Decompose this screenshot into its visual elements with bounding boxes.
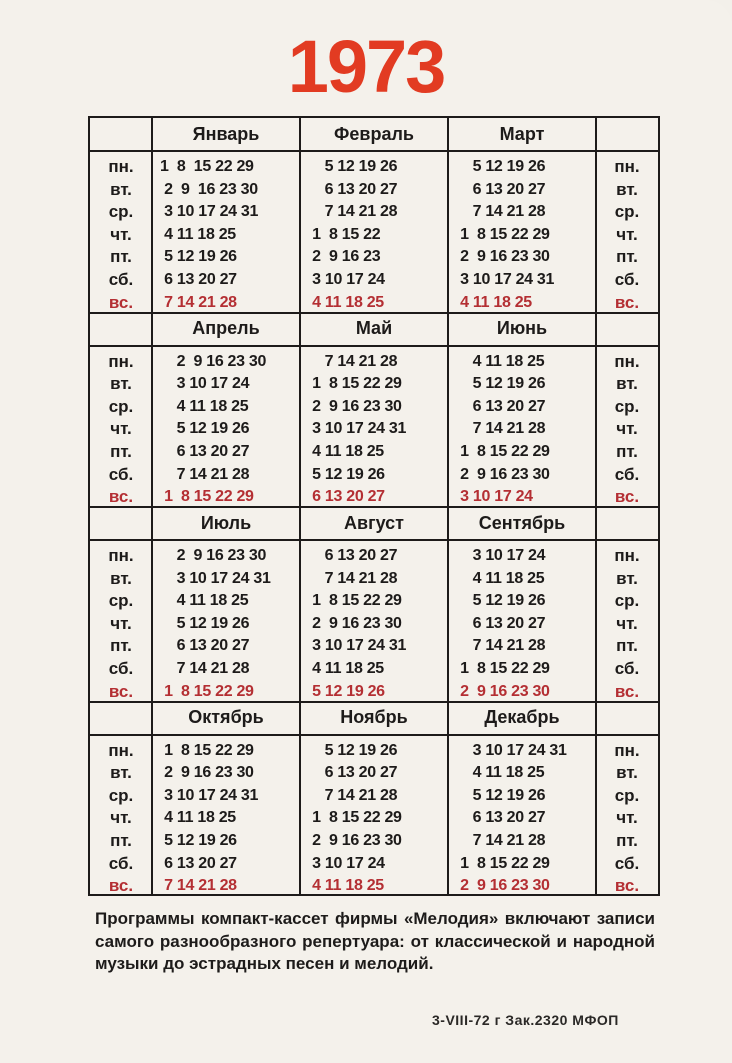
day-row: 3 10 17 24 — [160, 375, 250, 393]
weekday-label-right: сб. — [614, 270, 640, 289]
day-row: 3 10 17 24 31 — [308, 637, 407, 655]
day-row: 6 13 20 27 — [308, 547, 398, 564]
weekday-label-left: вт. — [110, 568, 132, 588]
day-row: 7 14 21 28 — [456, 203, 546, 221]
weekday-label-left: пн. — [108, 351, 134, 371]
day-row: 4 11 18 25 — [308, 877, 384, 895]
day-row: 3 10 17 24 31 — [308, 420, 407, 438]
day-row: 3 10 17 24 — [308, 271, 385, 288]
day-row: 7 14 21 28 — [160, 660, 250, 677]
day-row: 5 12 19 26 — [160, 248, 237, 266]
quarter-block — [90, 507, 658, 702]
day-row: 2 9 16 23 30 — [456, 877, 550, 895]
day-row: 5 12 19 26 — [308, 682, 385, 700]
month-name: Июль — [152, 507, 300, 541]
weekday-label-left: вт. — [110, 763, 132, 783]
month-name: Декабрь — [448, 702, 596, 736]
day-row: 1 8 15 22 29 — [308, 809, 402, 827]
day-row: 5 12 19 26 — [456, 786, 546, 804]
weekday-label-right: чт. — [616, 224, 638, 244]
weekday-label-right: вт. — [616, 568, 638, 588]
day-row: 4 11 18 25 — [456, 569, 545, 587]
weekday-label-left: чт. — [110, 224, 132, 244]
day-row: 6 13 20 27 — [308, 180, 398, 198]
weekday-label-right: пт. — [616, 247, 638, 267]
day-row: 6 13 20 27 — [160, 854, 237, 872]
day-row: 7 14 21 28 — [456, 637, 546, 655]
weekday-label-left: пт. — [110, 441, 132, 461]
day-row: 2 9 16 23 30 — [456, 465, 550, 483]
quarter-block — [90, 702, 658, 897]
day-row: 7 14 21 28 — [456, 420, 546, 438]
day-row: 6 13 20 27 — [456, 397, 546, 415]
day-row: 6 13 20 27 — [456, 809, 546, 827]
month-name: Октябрь — [152, 702, 300, 736]
day-row: 4 11 18 25 — [160, 225, 236, 243]
day-row: 2 9 16 23 30 — [308, 831, 402, 849]
day-row: 7 14 21 28 — [308, 569, 398, 587]
day-row: 7 14 21 28 — [308, 203, 398, 221]
day-row: 7 14 21 28 — [160, 877, 237, 895]
day-row: 3 10 17 24 31 — [160, 569, 271, 587]
day-row: 6 13 20 27 — [160, 442, 250, 460]
day-row: 1 8 15 22 29 — [160, 158, 254, 175]
day-row: 2 9 16 23 30 — [160, 180, 258, 198]
weekday-label-left: чт. — [110, 419, 132, 439]
weekday-label-right: ср. — [614, 591, 640, 611]
quarter-block — [90, 313, 658, 508]
day-row: 1 8 15 22 29 — [160, 741, 254, 759]
weekday-label-right: чт. — [616, 613, 638, 633]
weekday-label-right: пт. — [616, 636, 638, 656]
imprint: 3-VIII-72 г Зак.2320 МФОП — [432, 1012, 619, 1028]
month-name: Февраль — [300, 118, 448, 152]
weekday-label-left: вт. — [110, 374, 132, 394]
weekday-label-left: сб. — [108, 270, 134, 289]
month-name: Март — [448, 118, 596, 152]
month-name: Январь — [152, 118, 300, 152]
day-row: 7 14 21 28 — [308, 786, 398, 804]
day-row: 4 11 18 25 — [456, 293, 532, 311]
weekday-label-left: пн. — [108, 740, 134, 760]
day-row: 3 10 17 24 31 — [456, 741, 567, 759]
weekday-label-right: сб. — [614, 853, 640, 873]
weekday-label-right: вс. — [614, 487, 640, 507]
weekday-label-left: вс. — [108, 487, 134, 507]
day-row: 6 13 20 27 — [160, 637, 250, 655]
day-row: 4 11 18 25 — [456, 352, 545, 370]
footer-text: Программы компакт-кассет фирмы «Мелодия» включают записи самого разнообразного репертуара: от классической и народной музыки до эстрадных песен и мелодий. — [95, 909, 655, 973]
weekday-label-left: сб. — [108, 659, 134, 678]
day-row: 5 12 19 26 — [456, 375, 546, 393]
day-row: 4 11 18 25 — [308, 442, 384, 460]
weekday-label-left: ср. — [108, 396, 134, 416]
day-row: 6 13 20 27 — [160, 271, 237, 288]
day-row: 5 12 19 26 — [456, 592, 546, 610]
day-row: 7 14 21 28 — [160, 293, 237, 311]
day-row: 2 9 16 23 30 — [160, 352, 267, 370]
weekday-label-right: пн. — [614, 157, 640, 176]
day-row: 2 9 16 23 30 — [160, 547, 267, 564]
quarter-block — [90, 118, 658, 313]
day-row: 2 9 16 23 30 — [160, 764, 254, 782]
day-row: 1 8 15 22 29 — [456, 854, 550, 872]
day-row: 4 11 18 25 — [308, 293, 384, 311]
day-row: 2 9 16 23 30 — [308, 397, 402, 415]
weekday-label-left: пт. — [110, 830, 132, 850]
day-row: 2 9 16 23 — [308, 248, 381, 266]
day-row: 1 8 15 22 29 — [308, 592, 402, 610]
weekday-label-left: сб. — [108, 853, 134, 873]
weekday-label-right: ср. — [614, 785, 640, 805]
weekday-label-right: пт. — [616, 441, 638, 461]
weekday-label-right: вт. — [616, 763, 638, 783]
day-row: 3 10 17 24 31 — [456, 271, 555, 288]
month-name: Август — [300, 507, 448, 541]
day-row: 2 9 16 23 30 — [456, 248, 550, 266]
weekday-label-left: вс. — [108, 681, 134, 701]
month-name: Май — [300, 313, 448, 347]
weekday-label-right: вс. — [614, 681, 640, 701]
day-row: 5 12 19 26 — [160, 420, 250, 438]
weekday-label-right: сб. — [614, 659, 640, 678]
weekday-label-left: вс. — [108, 292, 134, 312]
day-row: 7 14 21 28 — [160, 465, 250, 483]
weekday-label-right: пн. — [614, 740, 640, 760]
month-name: Ноябрь — [300, 702, 448, 736]
day-row: 4 11 18 25 — [308, 660, 384, 677]
weekday-label-left: ср. — [108, 591, 134, 611]
day-row: 3 10 17 24 31 — [160, 203, 259, 221]
day-row: 1 8 15 22 29 — [456, 442, 550, 460]
day-row: 1 8 15 22 29 — [308, 375, 402, 393]
day-row: 3 10 17 24 — [308, 854, 385, 872]
weekday-label-left: вс. — [108, 876, 134, 896]
day-row: 5 12 19 26 — [160, 831, 237, 849]
day-row: 5 12 19 26 — [160, 614, 250, 632]
day-row: 7 14 21 28 — [308, 352, 398, 370]
weekday-label-left: чт. — [110, 613, 132, 633]
day-row: 7 14 21 28 — [456, 831, 546, 849]
weekday-label-right: вс. — [614, 876, 640, 896]
day-row: 3 10 17 24 — [456, 547, 546, 564]
day-row: 1 8 15 22 29 — [160, 682, 254, 700]
day-row: 3 10 17 24 — [456, 488, 533, 506]
weekday-label-left: сб. — [108, 464, 134, 484]
weekday-label-right: вт. — [616, 374, 638, 394]
month-name: Сентябрь — [448, 507, 596, 541]
weekday-label-right: сб. — [614, 464, 640, 484]
day-row: 5 12 19 26 — [308, 741, 398, 759]
day-row: 5 12 19 26 — [308, 158, 398, 175]
month-name: Июнь — [448, 313, 596, 347]
weekday-label-right: вс. — [614, 292, 640, 312]
day-row: 4 11 18 25 — [456, 764, 545, 782]
weekday-label-left: вт. — [110, 179, 132, 199]
weekday-label-left: пн. — [108, 157, 134, 176]
day-row: 1 8 15 22 29 — [456, 660, 550, 677]
day-row: 4 11 18 25 — [160, 592, 249, 610]
day-row: 4 11 18 25 — [160, 397, 249, 415]
year-title: 1973 — [287, 25, 445, 108]
weekday-label-left: пн. — [108, 546, 134, 565]
weekday-label-right: пт. — [616, 830, 638, 850]
day-row: 2 9 16 23 30 — [456, 682, 550, 700]
day-row: 3 10 17 24 31 — [160, 786, 259, 804]
day-row: 6 13 20 27 — [308, 488, 385, 506]
weekday-label-left: ср. — [108, 202, 134, 222]
day-row: 5 12 19 26 — [456, 158, 546, 175]
calendar-grid — [88, 116, 660, 896]
weekday-label-left: пт. — [110, 247, 132, 267]
day-row: 4 11 18 25 — [160, 809, 236, 827]
weekday-label-right: чт. — [616, 808, 638, 828]
weekday-label-left: пт. — [110, 636, 132, 656]
day-row: 1 8 15 22 29 — [456, 225, 550, 243]
weekday-label-right: ср. — [614, 202, 640, 222]
day-row: 6 13 20 27 — [456, 614, 546, 632]
day-row: 1 8 15 22 — [308, 225, 381, 243]
weekday-label-left: чт. — [110, 808, 132, 828]
weekday-label-right: пн. — [614, 351, 640, 371]
weekday-label-right: пн. — [614, 546, 640, 565]
weekday-label-right: ср. — [614, 396, 640, 416]
day-row: 6 13 20 27 — [456, 180, 546, 198]
day-row: 2 9 16 23 30 — [308, 614, 402, 632]
weekday-label-left: ср. — [108, 785, 134, 805]
day-row: 1 8 15 22 29 — [160, 488, 254, 506]
weekday-label-right: чт. — [616, 419, 638, 439]
day-row: 5 12 19 26 — [308, 465, 385, 483]
day-row: 6 13 20 27 — [308, 764, 398, 782]
weekday-label-right: вт. — [616, 179, 638, 199]
month-name: Апрель — [152, 313, 300, 347]
